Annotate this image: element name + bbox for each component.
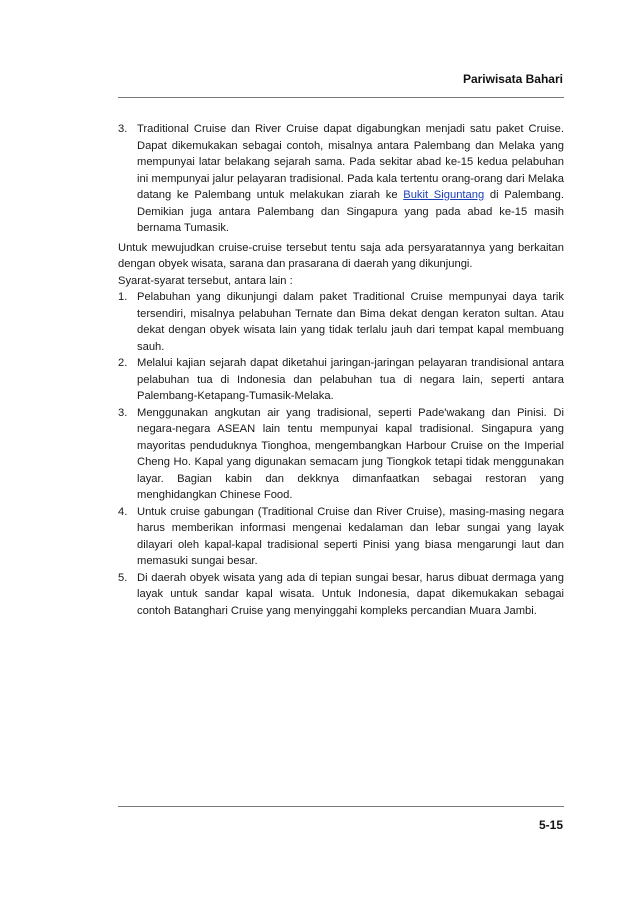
- page-number: 5-15: [538, 818, 563, 832]
- list-item: [118, 355, 564, 405]
- list-item-text: Traditional Cruise dan River Cruise dapat digabungkan menjadi satu paket Cruise. Dapat dikemukakan sebagai contoh, misalnya antara Palembang dan Melaka yang mempunyai latar belakang sejarah sama. Pada sekitar abad ke-15 kedua pelabuhan ini mempunyai jalur pelayaran tradisional. Pada kala tertentu orang-orang dari Melaka datang ke Palembang untuk melakukan ziarah ke: [137, 123, 564, 201]
- requirements-list: [118, 289, 564, 619]
- list-item: [118, 289, 564, 355]
- list-item-number: 1.: [118, 291, 128, 303]
- bukit-siguntang-link[interactable]: Bukit Siguntang: [403, 189, 485, 201]
- list-item: [118, 405, 564, 504]
- list-item-text: Menggunakan angkutan air yang tradisional, seperti Pade'wakang dan Pinisi. Di negara-negara ASEAN lain tentu mempunyai kapal tradisional. Singapura yang mayoritas penduduknya Tionghoa, mengembangkan Harbour Cruise on the Imperial Cheng Ho. Kapal yang digunakan semacam jung Tiongkok tetapi tidak menggunakan layar. Bagian kabin dan dekknya dimanfaatkan sebagai restoran yang menghidangkan Chinese Food.: [137, 406, 564, 501]
- list-item: [118, 121, 564, 237]
- list-item-text: Melalui kajian sejarah dapat diketahui jaringan-jaringan pelayaran trandisional antara pelabuhan tua di Indonesia dan pelabuhan tua di negara lain, seperti antara Palembang-Ketapang-Tumasik-Melaka.: [137, 357, 564, 402]
- header-divider: [118, 97, 564, 98]
- page-content: [118, 121, 564, 619]
- list-item-text: Di daerah obyek wisata yang ada di tepian sungai besar, harus dibuat dermaga yang layak untuk sandar kapal wisata. Untuk Indonesia, dapat dikemukakan sebagai contoh Batanghari Cruise yang menyinggahi kompleks percandian Muara Jambi.: [137, 571, 564, 617]
- list-item-text: Pelabuhan yang dikunjungi dalam paket Traditional Cruise mempunyai daya tarik tersendiri, misalnya pelabuhan Ternate dan Bima dekat dengan keraton sultan. Atau dekat dengan obyek wisata lain yang tidak terlalu jauh dari tempat kapal membuang sauh.: [137, 291, 564, 353]
- list-item-text: Untuk cruise gabungan (Traditional Cruise dan River Cruise), masing-masing negara harus memberikan informasi mengenai kedalaman dan lebar sungai yang layak dilayari oleh kapal-kapal tradisional seperti Pinisi yang biasa mengarungi laut dan memasuki sungai besar.: [137, 505, 564, 567]
- requirements-label: Syarat-syarat tersebut, antara lain :: [118, 274, 293, 287]
- top-list: [118, 121, 564, 237]
- footer-divider: [118, 806, 564, 807]
- list-item-number: 2.: [118, 357, 128, 369]
- running-header-title: Pariwisata Bahari: [462, 72, 563, 86]
- list-item-number: 3.: [118, 123, 128, 135]
- list-item: [118, 570, 564, 620]
- list-item-number: 3.: [118, 406, 128, 419]
- intro-paragraph: Untuk mewujudkan cruise-cruise tersebut tentu saja ada persyaratannya yang berkaitan dengan obyek wisata, sarana dan prasarana di daerah yang dikunjungi.: [118, 241, 564, 270]
- list-item-number: 5.: [118, 571, 128, 584]
- list-item-number: 4.: [118, 505, 128, 518]
- list-item-text-continued: di Palembang. Demikian juga antara Palembang dan Singapura yang pada abad ke-15 masih bernama Tumasik.: [137, 189, 565, 234]
- list-item: [118, 504, 564, 570]
